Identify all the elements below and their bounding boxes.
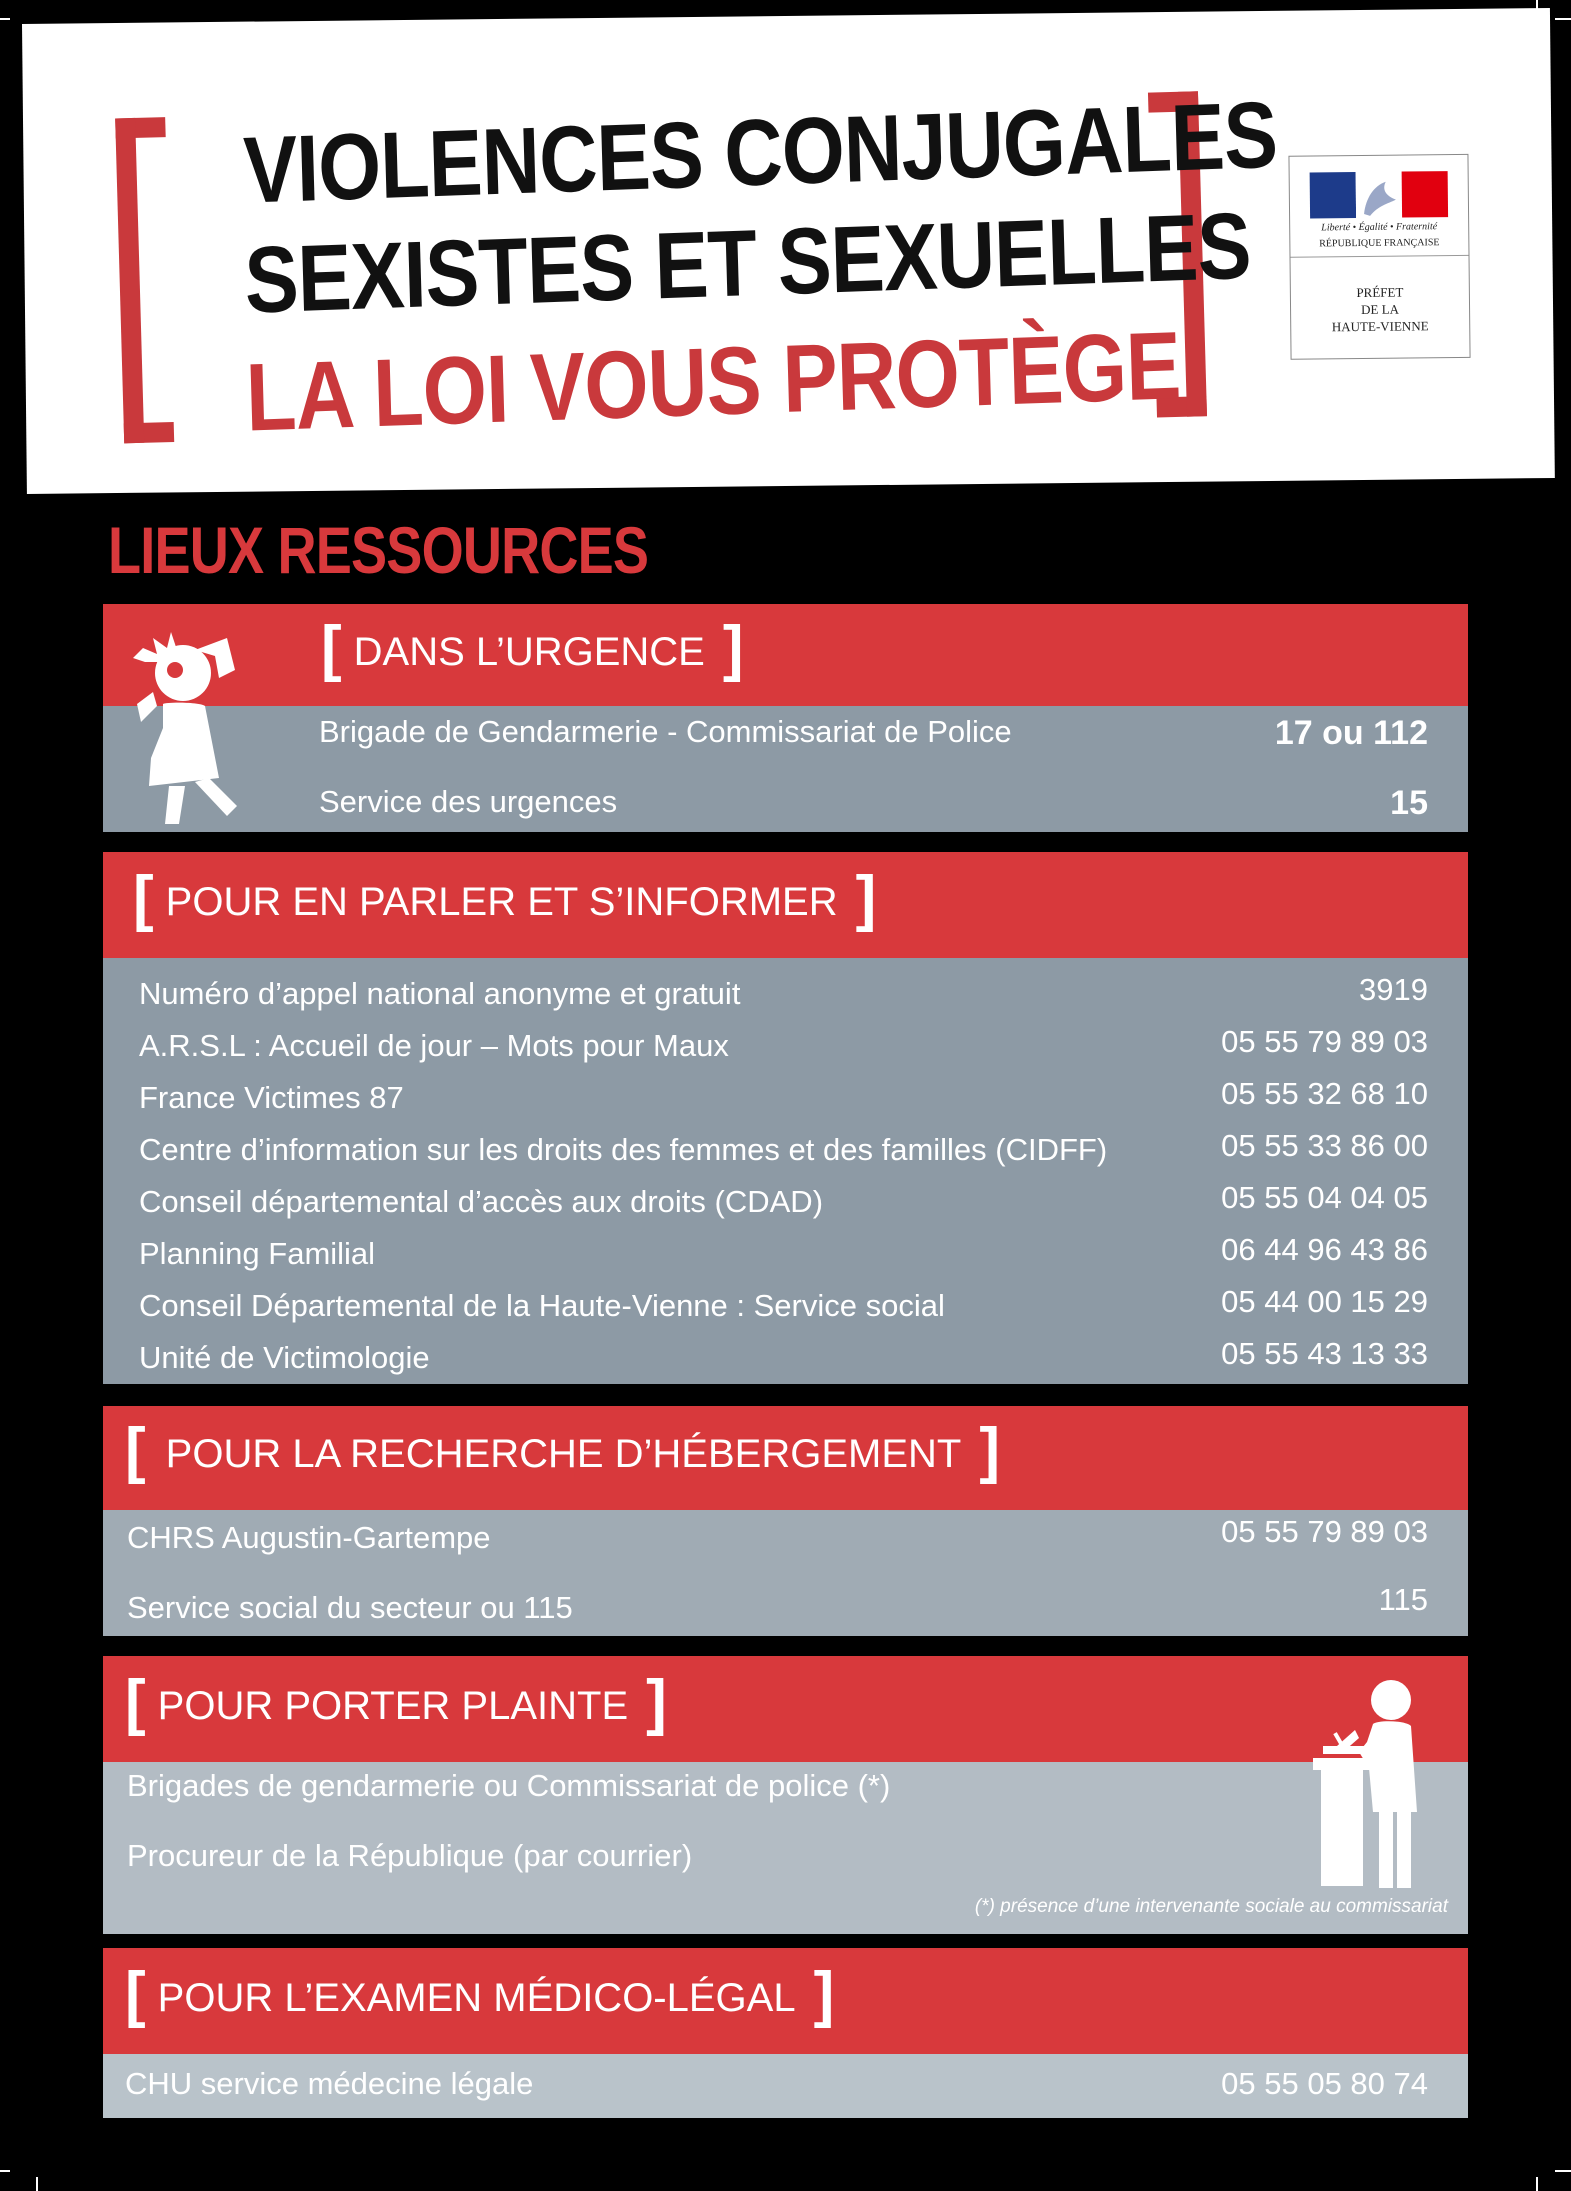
crop-mark (36, 2177, 38, 2191)
section-title-text: POUR PORTER PLAINTE (157, 1683, 629, 1728)
bracket-right: ] (813, 1960, 835, 2029)
phone-number: 05 55 04 04 05 (1221, 1180, 1428, 1215)
phone-number: 15 (1390, 784, 1428, 822)
resource-label: Brigade de Gendarmerie - Commissariat de Police (319, 714, 1012, 749)
republic-motto: Liberté • Égalité • Fraternité (1321, 221, 1438, 234)
title-line-2: SEXISTES ET SEXUELLES (243, 192, 1252, 333)
phone-number: 17 ou 112 (1274, 714, 1428, 752)
republic-name: RÉPUBLIQUE FRANÇAISE (1319, 237, 1440, 250)
phone-number: 05 55 43 13 33 (1221, 1336, 1428, 1371)
crop-mark (0, 2170, 10, 2172)
resource-label: France Victimes 87 (139, 1080, 404, 1115)
phone-number: 05 55 79 89 03 (1221, 1024, 1428, 1059)
crop-mark (1555, 2170, 1571, 2172)
bracket-right: ] (722, 614, 744, 683)
section-title (125, 1960, 835, 2029)
resource-label: Service des urgences (319, 784, 618, 819)
footnote: (*) présence d’une intervenante sociale au commissariat (974, 1896, 1448, 1917)
bracket-left: [ (133, 864, 154, 933)
crop-mark (0, 18, 10, 20)
page-heading: LIEUX RESSOURCES (108, 513, 649, 587)
list-item (103, 784, 1468, 824)
bracket-right: ] (979, 1416, 1000, 1485)
prefet-label: PRÉFET DE LA HAUTE-VIENNE (1331, 284, 1429, 335)
header-banner (22, 8, 1555, 494)
bracket-right: ] (855, 864, 877, 933)
marianne-flag-icon (1310, 171, 1448, 218)
phone-number: 06 44 96 43 86 (1221, 1232, 1428, 1267)
section-plainte (103, 1656, 1468, 1934)
section-title (321, 614, 744, 683)
phone-number: 05 55 33 86 00 (1221, 1128, 1428, 1163)
section-header (103, 604, 1468, 706)
crop-mark (1536, 2177, 1538, 2191)
section-title-text: POUR EN PARLER ET S’INFORMER (165, 879, 838, 924)
resource-label: CHU service médecine légale (125, 2066, 534, 2101)
section-title-text: POUR LA RECHERCHE D’HÉBERGEMENT (165, 1431, 962, 1476)
logo-divider (1291, 255, 1469, 258)
prefecture-logo (1288, 154, 1470, 360)
resource-label: Unité de Victimologie (139, 1340, 430, 1375)
section-medico (103, 1948, 1468, 2118)
title-bracket-left (115, 117, 174, 443)
resource-label: Numéro d’appel national anonyme et gratuit (139, 976, 741, 1011)
phone-number: 05 55 32 68 10 (1221, 1076, 1428, 1111)
bracket-right: ] (646, 1668, 667, 1737)
resource-label: Procureur de la République (par courrier) (127, 1838, 693, 1873)
phone-number: 05 44 00 15 29 (1221, 1284, 1428, 1319)
resource-label: Centre d’information sur les droits des femmes et des familles (CIDFF) (139, 1132, 1108, 1167)
resource-label: CHRS Augustin-Gartempe (127, 1520, 491, 1555)
crop-mark (1555, 18, 1571, 20)
resource-label: Conseil départemental d’accès aux droits (CDAD) (139, 1184, 824, 1219)
bracket-left: [ (321, 614, 342, 683)
phone-number: 3919 (1359, 972, 1428, 1007)
marianne-profile-icon (1356, 174, 1402, 218)
bracket-left: [ (125, 1960, 146, 2029)
section-hebergement (103, 1406, 1468, 1636)
person-filing-complaint-icon (1293, 1672, 1443, 1892)
phone-number: 05 55 79 89 03 (1221, 1514, 1428, 1549)
section-title (125, 1416, 1000, 1485)
phone-number: 05 55 05 80 74 (1221, 2066, 1428, 2101)
bracket-left: [ (125, 1668, 146, 1737)
section-urgence (103, 604, 1468, 832)
section-title-text: DANS L’URGENCE (353, 629, 705, 674)
resource-label: Brigades de gendarmerie ou Commissariat de police (*) (127, 1768, 891, 1803)
phone-number: 115 (1378, 1582, 1428, 1617)
list-item (103, 714, 1468, 754)
bracket-left: [ (125, 1416, 146, 1485)
title-line-1: VIOLENCES CONJUGALES (242, 81, 1279, 223)
resource-label: Planning Familial (139, 1236, 376, 1271)
section-parler (103, 852, 1468, 1384)
title-line-3: LA LOI VOUS PROTÈGE (244, 312, 1182, 452)
section-title-text: POUR L’EXAMEN MÉDICO-LÉGAL (157, 1975, 796, 2020)
section-title (125, 1668, 667, 1737)
resource-label: A.R.S.L : Accueil de jour – Mots pour Maux (139, 1028, 729, 1063)
section-title (133, 864, 877, 933)
resource-label: Service social du secteur ou 115 (127, 1590, 573, 1625)
resource-label: Conseil Départemental de la Haute-Vienne : Service social (139, 1288, 945, 1323)
